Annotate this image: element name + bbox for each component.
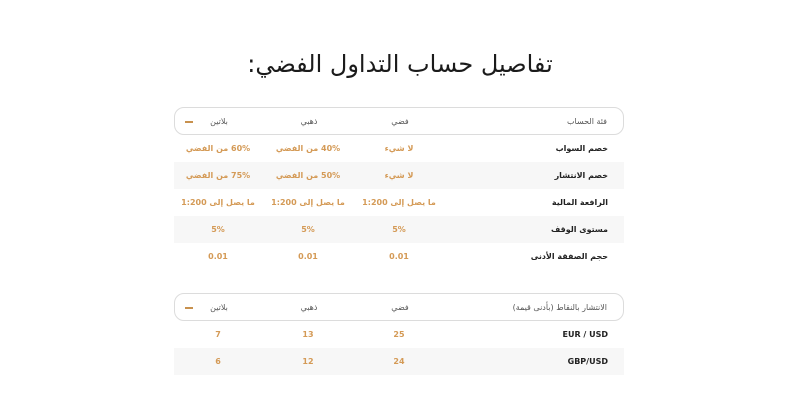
cell-gold: 12 xyxy=(302,357,314,366)
cell-gold: 50% من الفضي xyxy=(275,171,341,180)
table-row xyxy=(174,162,624,189)
cell-platinum: 6 xyxy=(215,357,221,366)
row-label: EUR / USD xyxy=(562,330,608,339)
header-label-spread: الانتشار بالنقاط (بأدنى قيمة) xyxy=(512,303,607,312)
cell-silver: 24 xyxy=(393,357,405,366)
cell-platinum: 5% xyxy=(211,225,225,234)
minus-icon[interactable] xyxy=(185,307,193,309)
cell-silver: 5% xyxy=(392,225,406,234)
cell-silver: ما يصل إلى 1:200 xyxy=(362,198,436,207)
cell-gold: 40% من الفضي xyxy=(275,144,341,153)
cell-silver: 0.01 xyxy=(389,252,409,261)
table-row xyxy=(174,321,624,348)
table-row xyxy=(174,189,624,216)
cell-gold: 0.01 xyxy=(298,252,318,261)
header-gold: ذهبي xyxy=(300,303,318,312)
table-header[interactable] xyxy=(174,107,624,135)
header-gold: ذهبي xyxy=(300,117,318,126)
cell-platinum: 60% من الفضي xyxy=(185,144,251,153)
cell-platinum: ما يصل إلى 1:200 xyxy=(181,198,255,207)
cell-silver: لا شيء xyxy=(384,171,414,180)
cell-gold: 5% xyxy=(301,225,315,234)
header-label-account-class: فئة الحساب xyxy=(567,117,607,126)
header-platinum: بلاتين xyxy=(210,303,228,312)
header-silver: فضي xyxy=(391,117,409,126)
table-row xyxy=(174,216,624,243)
spread-table xyxy=(174,293,624,375)
table-row xyxy=(174,243,624,270)
account-details-table xyxy=(174,107,624,270)
row-label: خصم الانتشار xyxy=(554,171,608,180)
cell-platinum: 75% من الفضي xyxy=(185,171,251,180)
row-label: GBP/USD xyxy=(567,357,608,366)
table-header[interactable] xyxy=(174,293,624,321)
row-label: مستوى الوقف xyxy=(550,225,608,234)
cell-platinum: 0.01 xyxy=(208,252,228,261)
page-title: تفاصيل حساب التداول الفضي: xyxy=(247,50,553,78)
minus-icon[interactable] xyxy=(185,121,193,123)
table-row xyxy=(174,135,624,162)
header-platinum: بلاتين xyxy=(210,117,228,126)
table-row xyxy=(174,348,624,375)
cell-silver: 25 xyxy=(393,330,405,339)
cell-gold: ما يصل إلى 1:200 xyxy=(271,198,345,207)
row-label: حجم الصفقة الأدنى xyxy=(530,252,608,261)
row-label: خصم السواب xyxy=(555,144,608,153)
row-label: الرافعة المالية xyxy=(551,198,608,207)
header-silver: فضي xyxy=(391,303,409,312)
cell-gold: 13 xyxy=(302,330,314,339)
cell-platinum: 7 xyxy=(215,330,221,339)
cell-silver: لا شيء xyxy=(384,144,414,153)
